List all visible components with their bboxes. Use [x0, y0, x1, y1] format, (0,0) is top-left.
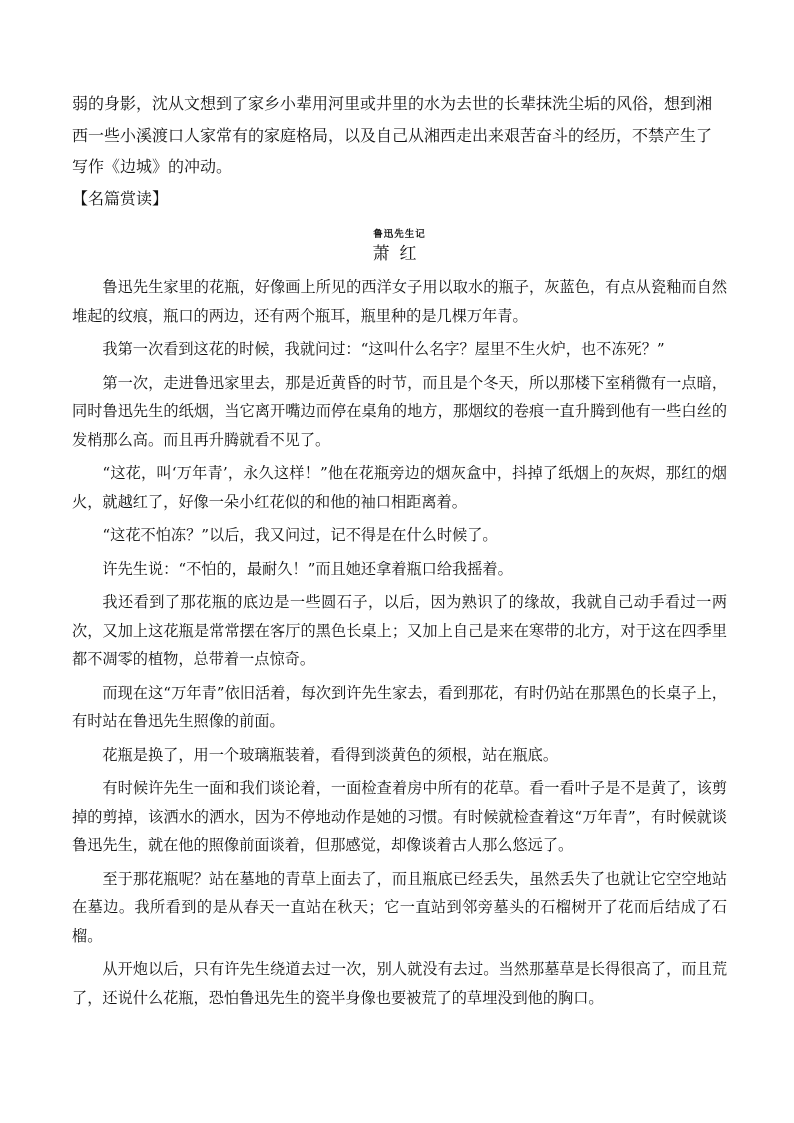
- section-label: 【名篇赏读】: [72, 188, 169, 208]
- paragraph: 我第一次看到这花的时候，我就问过：“这叫什么名字？屋里不生火炉，也不冻死？”: [102, 340, 665, 358]
- paragraph: “这花，叫‘万年青’，永久这样！”他在花瓶旁边的烟灰盒中，抖掉了纸烟上的灰烬，那红的烟火，就越红了，好像一朵小红花似的和他的袖口相距离着。: [72, 464, 727, 511]
- document-page: [72, 88, 727, 1017]
- article-body: [72, 273, 727, 1012]
- paragraph: 而现在这“万年青”依旧活着，每次到许先生家去，看到那花，有时仍站在那黑色的长桌子上，有时站在鲁迅先生照像的前面。: [72, 683, 727, 730]
- article-author: 萧红: [372, 244, 427, 264]
- paragraph: 至于那花瓶呢？站在墓地的青草上面去了，而且瓶底已经丢失，虽然丢失了也就让它空空地站在墓边。我所看到的是从春天一直站在秋天；它一直站到邻旁墓头的石榴树开了花而后结成了石榴。: [72, 869, 727, 945]
- paragraph: 我还看到了那花瓶的底边是一些圆石子，以后，因为熟识了的缘故，我就自己动手看过一两次，又加上这花瓶是常常摆在客厅的黑色长桌上；又加上自己是来在寒带的北方，对于这在四季里都不凋零的植物，总带着一点惊奇。: [72, 593, 727, 668]
- paragraph: 许先生说：“不怕的，最耐久！”而且她还拿着瓶口给我摇着。: [102, 559, 513, 578]
- paragraph: “这花不怕冻？”以后，我又问过，记不得是在什么时候了。: [102, 526, 498, 544]
- paragraph: 第一次，走进鲁迅家里去，那是近黄昏的时节，而且是个冬天，所以那楼下室稍微有一点暗，同时鲁迅先生的纸烟，当它离开嘴边而停在桌角的地方，那烟纹的卷痕一直升腾到他有一些白丝的发梢那么高。而且再升腾就看不见了。: [72, 373, 727, 449]
- intro-paragraph: 弱的身影，沈从文想到了家乡小辈用河里或井里的水为去世的长辈抹洗尘垢的风俗，想到湘西一些小溪渡口人家常有的家庭格局，以及自己从湘西走出来艰苦奋斗的经历，不禁产生了写作《边城》的冲动。: [72, 94, 713, 176]
- paragraph: 花瓶是换了，用一个玻璃瓶装着，看得到淡黄色的须根，站在瓶底。: [102, 745, 559, 764]
- paragraph: 从开炮以后，只有许先生绕道去过一次，别人就没有去过。当然那墓草是长得很高了，而且荒了，还说什么花瓶，恐怕鲁迅先生的瓷半身像也要被荒了的草埋没到他的胸口。: [72, 960, 727, 1007]
- paragraph: 鲁迅先生家里的花瓶，好像画上所见的西洋女子用以取水的瓶子，灰蓝色，有点从瓷釉而自然堆起的纹痕，瓶口的两边，还有两个瓶耳，瓶里种的是几棵万年青。: [72, 278, 727, 325]
- article-title: 鲁迅先生记: [373, 229, 426, 240]
- paragraph: 有时候许先生一面和我们谈论着，一面检查着房中所有的花草。看一看叶子是不是黄了，该剪掉的剪掉，该洒水的洒水，因为不停地动作是她的习惯。有时候就检查着这“万年青”，有时候就谈鲁迅先生，就在他的照像前面谈着，但那感觉，却像谈着古人那么悠远了。: [72, 779, 727, 854]
